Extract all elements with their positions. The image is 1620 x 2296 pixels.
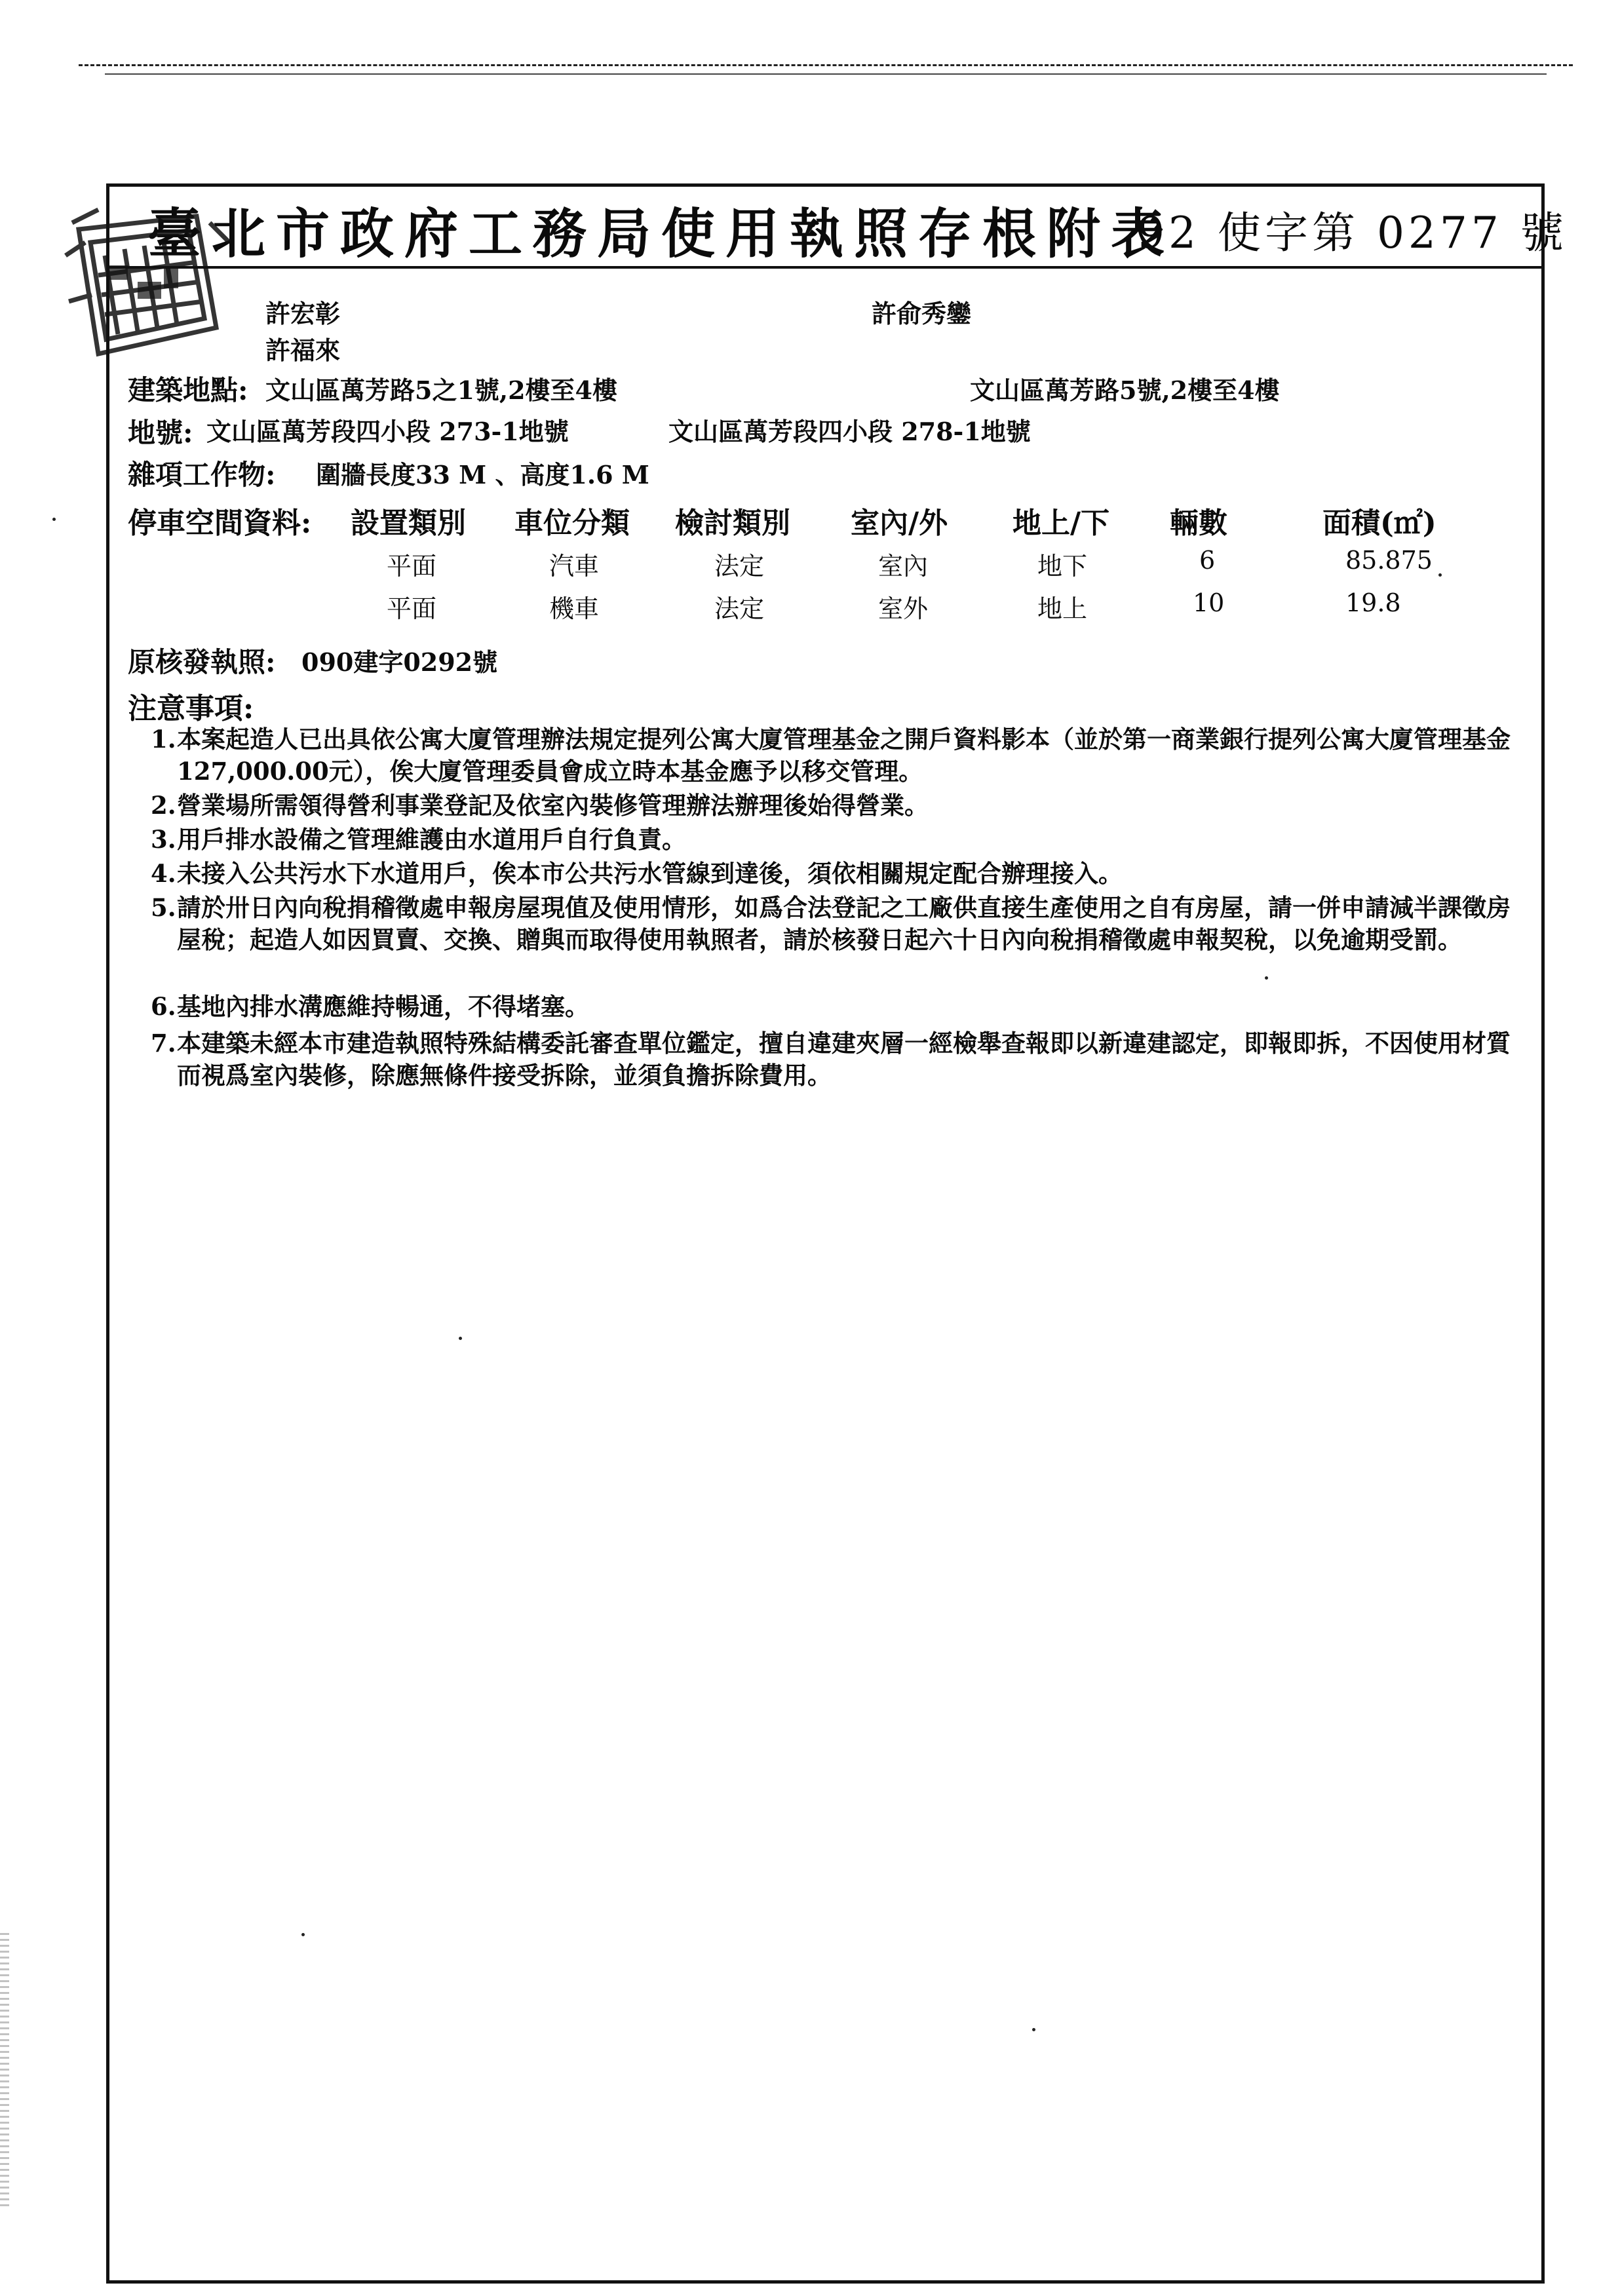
scan-speck (1265, 976, 1268, 980)
lot-number-1: 文山區萬芳段四小段 273-1地號 (206, 417, 569, 446)
note-item (151, 824, 1533, 856)
note-number: 1. (151, 725, 176, 754)
parking-cell: 法定 (714, 594, 765, 623)
parking-cell: 法定 (714, 552, 765, 581)
scan-speck (301, 1933, 305, 1936)
parking-cell: 機車 (549, 594, 600, 623)
parking-cell: 19.8 (1345, 588, 1401, 617)
original-permit-value: 090建字0292號 (301, 647, 498, 677)
applicant-name-1: 許宏彰 (265, 299, 341, 328)
parking-label: 停車空間資料: (128, 507, 312, 540)
scan-edge-noise (0, 1933, 9, 2208)
note-item (151, 790, 1533, 822)
parking-cell: 汽車 (549, 552, 600, 581)
permit-number: 92 使字第 0277 號 (1137, 208, 1568, 258)
original-permit-label: 原核發執照: (128, 646, 276, 678)
note-item (151, 892, 1533, 956)
notes-heading: 注意事項: (128, 692, 254, 725)
site-label: 建築地點: (128, 374, 248, 406)
applicant-name-3: 許福來 (265, 335, 341, 365)
lot-label: 地號: (128, 417, 193, 449)
parking-header-review: 檢討類別 (675, 507, 790, 540)
parking-cell: 平面 (387, 552, 437, 581)
note-text: 本建築未經本市建造執照特殊結構委託審查單位鑑定，擅自違建夾層一經檢舉查報即以新違建認定，即報即拆，不因使用材質而視爲室內裝修，除應無條件接受拆除，並須負擔拆除費用。 (177, 1029, 1511, 1090)
scan-border-line (79, 64, 1573, 66)
note-number: 4. (151, 859, 176, 888)
note-text: 用戶排水設備之管理維護由水道用戶自行負責。 (177, 825, 686, 854)
parking-cell: 地下 (1037, 552, 1088, 581)
note-number: 6. (151, 992, 176, 1021)
note-item (151, 858, 1533, 890)
parking-cell: 地上 (1037, 594, 1088, 623)
note-number: 7. (151, 1029, 176, 1058)
note-number: 2. (151, 791, 176, 820)
scan-speck (459, 1337, 462, 1340)
parking-cell: 室內 (878, 552, 929, 581)
note-item (151, 991, 1533, 1023)
parking-cell: 10 (1193, 588, 1225, 617)
scan-speck (52, 518, 56, 521)
site-address-1: 文山區萬芳路5之1號,2樓至4樓 (265, 375, 617, 405)
note-text: 請於卅日內向稅捐稽徵處申報房屋現值及使用情形，如爲合法登記之工廠供直接生產使用之自有房屋，請一併申請減半課徵房屋稅；起造人如因買賣、交換、贈與而取得使用執照者，請於核發日起六十日內向稅捐稽徵處申報契稅，以免逾期受罰。 (177, 893, 1511, 954)
note-number: 3. (151, 825, 176, 854)
parking-header-count: 輛數 (1170, 507, 1227, 540)
note-number: 5. (151, 893, 176, 922)
parking-header-level: 地上/下 (1013, 507, 1110, 540)
misc-label: 雜項工作物: (128, 459, 276, 491)
note-item (151, 1027, 1533, 1092)
scan-speck (1438, 573, 1442, 577)
misc-value: 圍牆長度33 M 、高度1.6 M (316, 460, 649, 489)
parking-header-indoor: 室內/外 (851, 507, 948, 540)
parking-cell: 平面 (387, 594, 437, 623)
parking-header-area: 面積(㎡) (1322, 507, 1437, 540)
form-frame (106, 183, 1545, 2284)
scan-border-line-inner (105, 73, 1547, 75)
note-item (151, 723, 1533, 788)
applicant-name-2: 許俞秀鑾 (872, 299, 972, 328)
note-text: 營業場所需領得營利事業登記及依室內裝修管理辦法辦理後始得營業。 (177, 791, 929, 820)
parking-cell: 85.875 (1345, 546, 1433, 575)
parking-header-type: 設置類別 (351, 507, 466, 540)
official-stamp-icon (59, 203, 236, 367)
parking-header-category: 車位分類 (514, 507, 630, 540)
note-text: 本案起造人已出具依公寓大廈管理辦法規定提列公寓大廈管理基金之開戶資料影本（並於第一商業銀行提列公寓大廈管理基金127,000.00元），俟大廈管理委員會成立時本基金應予以移交管理。 (177, 725, 1511, 786)
form-title: 臺北市政府工務局使用執照存根附表 (147, 202, 1176, 265)
lot-number-2: 文山區萬芳段四小段 278-1地號 (668, 417, 1031, 446)
scan-speck (1032, 2028, 1035, 2031)
parking-cell: 6 (1199, 546, 1216, 575)
note-text: 未接入公共污水下水道用戶，俟本市公共污水管線到達後，須依相關規定配合辦理接入。 (177, 859, 1123, 888)
parking-cell: 室外 (878, 594, 929, 623)
note-text: 基地內排水溝應維持暢通，不得堵塞。 (177, 992, 589, 1021)
site-address-2: 文山區萬芳路5號,2樓至4樓 (970, 375, 1280, 405)
